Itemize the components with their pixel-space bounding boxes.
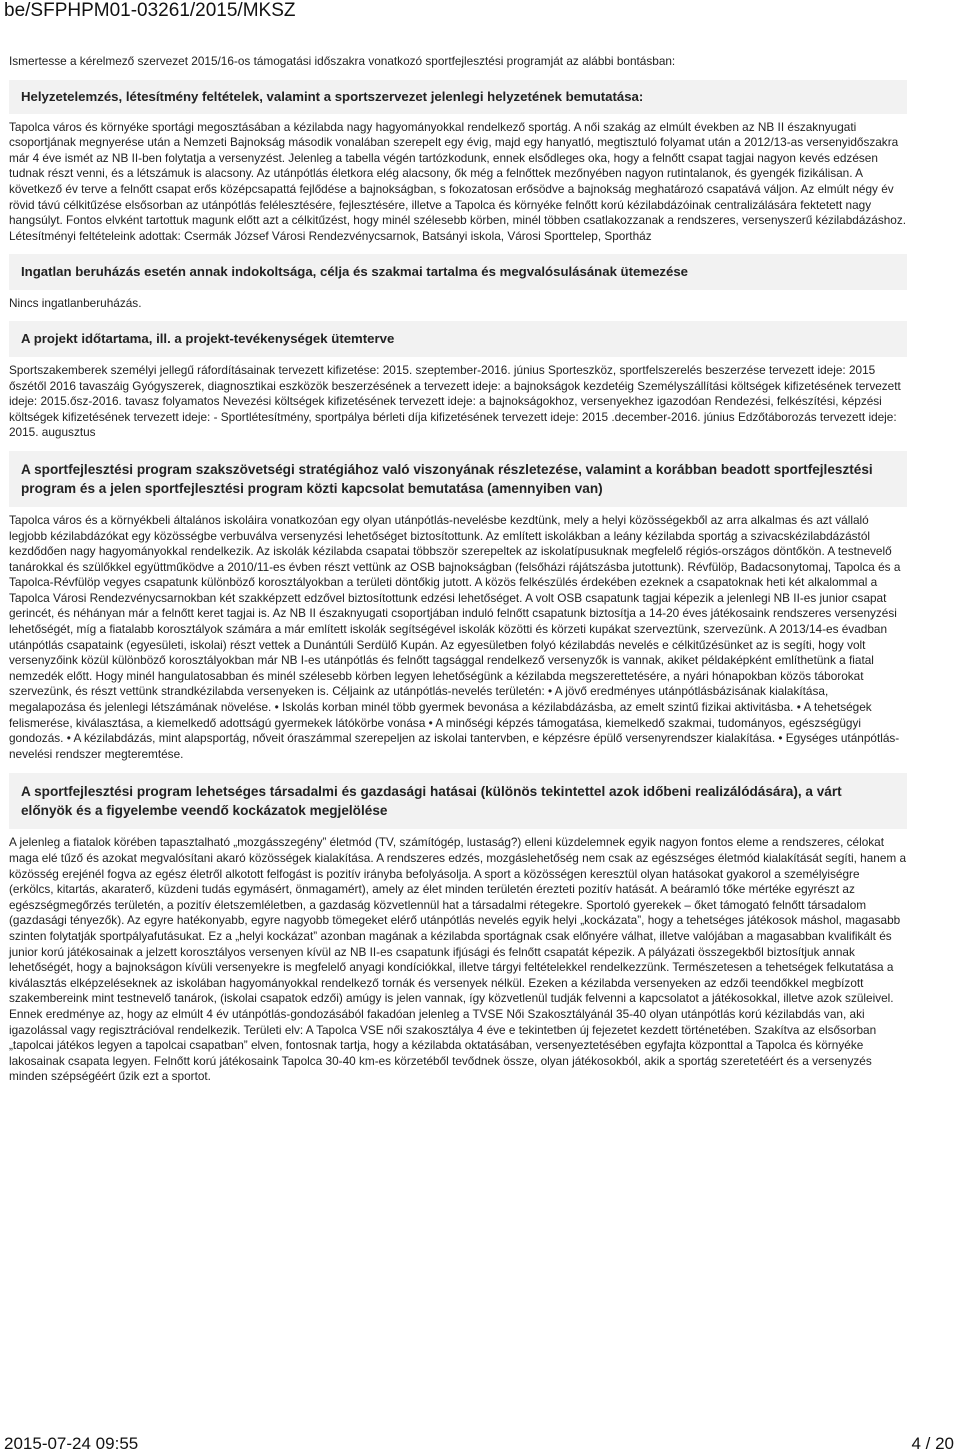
section-heading-strategy: A sportfejlesztési program szakszövetségi stratégiához való viszonyának részletezése, valamint a korábban beadott sportfejlesztési program és a jelen sportfejlesztési program közti kapcsolat bemutatása (amennyiben van)	[9, 451, 907, 507]
document-body	[9, 46, 907, 1096]
section-body-real-estate: Nincs ingatlanberuházás.	[9, 296, 142, 311]
section-body-schedule: Sportszakemberek személyi jellegű ráfordításainak tervezett kifizetése: 2015. szeptember-2016. június Sporteszköz, sportfelszerelés beszerzése tervezett ideje: 2015 őszétől 2016 tavaszáig Gyógyszerek, diagnosztikai eszközök beszerzésének a tervezett ideje: a bajnokságok kezdetéig Személyszállítási költségek kifizetésének tervezett ideje: 2015.ősz-2016. tavasz folyamatos Nevezési költségek kifizetésének tervezett ideje: a bajnokságokhoz, versenyekhez igazodóan Rendezési, felkészítési, képzési költségek kifizetésének tervezett ideje: - Sportlétesítmény, sportpálya bérleti díja kifizetésének tervezett ideje: 2015 .december-2016. június Edzőtáborozás tervezett ideje: 2015. augusztus	[9, 362, 901, 440]
document-id: be/SFPHPM01-03261/2015/MKSZ	[4, 0, 296, 21]
section-body-situation: Tapolca város és környéke sportági megosztásában a kézilabda nagy hagyományokkal rendelkező sportág. A női szakág az elmúlt években az NB II északnyugati csoportjának megnyerése után a Nemzeti Bajnokság második vonalában szerepelt egy évig, majd egy hanyatló, megtisztuló folyamat után a 2012/13-as versenyidőszakra már 4 éve ismét az NB II-ben folytatja a versenyzést. Jelenleg a tabella végén tartózkodunk, ennek elsődleges oka, hogy a felnőtt csapat tagjai nagyon kevés edzésen tudnak részt venni, és a létszámuk is alacsony. Az utánpótlás életkora elég alacsony, ők még a felnőttek mezőnyében nagyon rutintalanok, és gyengék fizikálisan. A következő év terve a felnőtt csapat erős középcsapattá fejlődése a bajnokságban, s fokozatosan erősödve a bajnokság meghatározó csapatává váljon. Az elmúlt négy év rövid távú célkitűzése elsősorban az utánpótlás felélesztésére, fejlesztésére, illetve a Tapolca és környéke felnőtt korú kézilabdázóinak centralizálására fektetett nagy hangsúlyt. Fontos elvként tartottuk magunk előtt azt a célkitűzést, hogy minél szélesebb körben, minél többen csatlakozzanak a rendszeres, versenyszerű kézilabdázáshoz. Létesítményi feltételeink adottak: Csermák József Városi Rendezvénycsarnok, Batsányi iskola, Városi Sporttelep, Sportház	[9, 119, 907, 243]
section-body-impacts: A jelenleg a fiatalok körében tapasztalható „mozgásszegény” életmód (TV, számítógép, lustaság?) elleni küzdelemnek egyik nagyon fontos eleme a rendszeres, célokat maga elé tűző és azokat megvalósítani akaró közösségek kialakítása. A rendszeres edzés, mozgáslehetőség nem csak az egészséges életmód kialakítását segíti, hanem a közösség erejénél fogva az egész életről alkotott felfogást is pozitív irányba befolyásolja. A sport a közösségen keresztül olyan hatásokat gyakorol a személyiségre (erkölcs, kitartás, akaraterő, küzdeni tudás egymásért, önmagamért), amely az élet minden területén érezteti pozitív hatását. A beáramló tőke mértéke egyrészt az egészségmegőrzés területén, a pozitív életszemléletben, a gazdaság közvetlennül hat a társadalmi rétegekre. Sportoló gyerekek – őket támogató felnőtt társadalom (gazdasági tényezők). Az egyre hatékonyabb, egyre nagyobb tömegeket elérő utánpótlás nevelés egyik helyi „kockázata”, hogy a tehetséges játékosok máshol, magasabb szinten folytatják sportpályafutásukat. Ez a „helyi kockázat” azonban magának a kézilabda sportágnak csak előnyére válhat, illetve valójában a magasabban kvalifikált és junior korú játékosainak a jelzett korosztályos versenyen kívül az NB II-es csapatunk ifjúsági és felnőtt csapatát képezik. A pályázati összegekből biztosítjuk annak lehetőségét, hogy a bajnokságon kívüli versenyekre is megfelelő anyagi kondíciókkal, illetve tárgyi feltételekkel rendelkezzünk. Természetesen a tehetségek felkutatása a kiválasztás elképzeléseknek az iskolában hagyományokkal rendelkező tornák és versenyek nélkül. Ezeken a kézilabda versenyeken az edzői teendőkkel megbízott szakembereink mint testnevelő tanárok, (iskolai csapatok edzői) amúgy is jelen vannak, így közvetlenül tudják felvenni a kapcsolatot a játékosokkal, illetve azok szüleivel. Ennek eredménye az, hogy az elmúlt 4 év utánpótlás-gondozásából fakadóan jelenleg a TVSE Női Szakosztályánál 35-40 olyan utánpótlás korú kézilabdás van, aki igazolással vagy regisztrációval rendelkezik. Területi elv: A Tapolca VSE női szakosztálya 4 éve e tekintetben új fejezetet kezdett történetében. Szakítva az elsősorban „tapolcai játékos legyen a tapolcai csapatban” elven, fontosnak tartja, hogy a kézilabda oktatásában, versenyeztetésében egyfajta központtal a Tapolca és környéke lakosainak csapata legyen. Felnőtt korú játékosaink Tapolca 30-40 km-es körzetéből tevődnek össze, olyan játékosokból, akik a sportág szeretetéért és a versenyzés minden szépségéért űzik ezt a sportot.	[9, 835, 907, 1084]
section-heading-schedule: A projekt időtartama, ill. a projekt-tevékenységek ütemterve	[9, 321, 907, 357]
section-heading-situation: Helyzetelemzés, létesítmény feltételek, valamint a sportszervezet jelenlegi helyzetének bemutatása:	[9, 80, 907, 114]
footer-page-number: 4 / 20	[911, 1434, 954, 1453]
footer-timestamp: 2015-07-24 09:55	[4, 1434, 139, 1453]
section-heading-impacts: A sportfejlesztési program lehetséges társadalmi és gazdasági hatásai (különös tekintettel azok időbeni realizálódására), a várt előnyök és a figyelembe veendő kockázatok megjelölése	[9, 773, 907, 829]
intro-text: Ismertesse a kérelmező szervezet 2015/16-os támogatási időszakra vonatkozó sportfejlesztési programját az alábbi bontásban:	[9, 54, 676, 68]
section-body-strategy: Tapolca város és a környékbeli általános iskoláira vonatkozóan egy olyan utánpótlás-nevelésbe kezdtünk, mely a helyi közösségekből az arra alkalmas és azt vállaló legjobb kézilabdázókat egy közösségbe verbuválva versenyzési lehetőséget biztosítottunk. Az említett iskolákban a leány kézilabda sportág a szivacskézilabdázástól kezdődően nagy hagyományokkal rendelkezik. Az iskolák kézilabda csapatai többször szerepeltek az iskolatípusuknak megfelelő régiós-országos döntőkön. A testnevelő tanárokkal és szülőkkel együttműködve a 2010/11-es évben részt vettünk az OSB bajnokságban (felsőházi rájátszásba jutottunk). Révfülöp, Badacsonytomaj, Tapolca és a Tapolca-Révfülöp vegyes csapatunk különböző korosztályokban a területi döntőkig jutott. A közös felkészülés érdekében ezeknek a csapatoknak heti két alkalommal a Tapolca Városi Rendezvénycsarnokban két szakképzett edzővel biztosítottunk edzési lehetőséget. A volt OSB csapatunk tagjai képezik a jelenlegi NB II-es junior csapat gerincét, és néhányan már a felnőtt keret tagjai is. Az NB II északnyugati csoportjában induló felnőtt csapatunk biztosítja a 14-20 éves játékosaink rendszeres versenyzési lehetőségét, míg a fiatalabb korosztályok számára a már említett iskolák segítségével iskolák közötti és körzeti kupákat szerveztünk, szervezünk. A 2013/14-es évadban utánpótlás csapataink (egyesületi, iskolai) részt vettek a Dunántúli Serdülő Kupán. Az egyesületben folyó kézilabdás nevelés e célkitűzésünket az is segíti, hogy volt versenyzőink közül különböző korosztályokban már NB I-es utánpótlás és felnőtt tagsággal rendelkező versenyzők is vannak, akiket példaképként említhetünk a fiatal nemzedék előtt. Hogy minél hangulatosabban és minél szélesebb körben legyen lehetőségünk a kézilabda megszerettetésére, a nyári hónapokban közös táborokat szervezünk, és részt vettünk strandkézilabda versenyeken is. Céljaink az utánpótlás-nevelés területén: • A jövő eredményes utánpótlásbázisának kialakítása, megalapozása és jelenlegi létszámának növelése. • Iskolás korban minél több gyermek bevonása a kézilabdázásba, az emelt szintű fizikai aktivitásba. • A tehetségek felismerése, kiválasztása, a kiemelkedő adottságú gyermekek látókörbe vonása • A minőségi képzés támogatása, kiemelkedő szakmai, tudományos, egészségügyi gondozás. • A kézilabdázás, mint alapsportág, nőveit óraszámmal szerepeljen az iskolai tantervben, e képzésre épülő versenyrendszer kialakítása. • Egységes utánpótlás-nevelési rendszer megteremtése.	[9, 512, 901, 761]
section-heading-real-estate: Ingatlan beruházás esetén annak indokoltsága, célja és szakmai tartalma és megvalósulásának ütemezése	[9, 254, 907, 290]
